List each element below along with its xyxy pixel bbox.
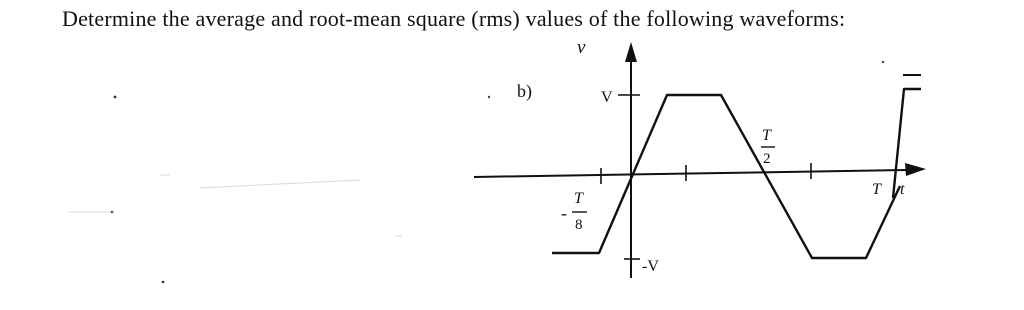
scan-dot xyxy=(162,281,165,284)
time-axis-arrowhead xyxy=(905,163,926,176)
voltage-axis-arrowhead xyxy=(625,42,637,62)
period-label: T xyxy=(872,181,881,198)
half-period-numerator: T xyxy=(762,127,771,144)
negative-level-label: -V xyxy=(642,258,659,275)
waveform-line xyxy=(552,95,900,258)
question-text: Determine the average and root-mean square (rms) values of the following waveforms: xyxy=(62,6,846,31)
time-axis xyxy=(474,170,908,177)
vertical-axis-label: v xyxy=(577,37,586,58)
scan-dot xyxy=(488,96,490,98)
waveform-continuation xyxy=(893,89,921,198)
positive-level-label: V xyxy=(601,89,613,106)
scan-mark xyxy=(200,180,360,188)
horizontal-axis-label: t xyxy=(900,181,905,198)
scan-dot xyxy=(114,96,117,99)
scan-artifacts xyxy=(68,175,402,236)
scan-dot xyxy=(882,61,884,63)
negative-eighth-sign: - xyxy=(561,203,567,223)
negative-eighth-numerator: T xyxy=(574,190,583,207)
part-label: b) xyxy=(517,81,532,101)
scan-dot xyxy=(111,211,114,214)
negative-eighth-denominator: 8 xyxy=(575,217,583,233)
half-period-denominator: 2 xyxy=(763,151,771,167)
